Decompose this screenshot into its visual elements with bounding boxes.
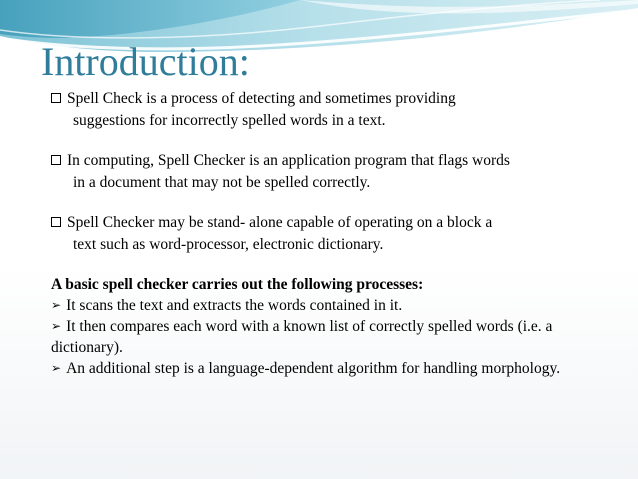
arrow-bullet-icon: ➢	[51, 361, 62, 375]
process-item	[51, 358, 621, 379]
checkbox-bullet-icon	[51, 155, 61, 165]
arrow-bullet-icon: ➢	[51, 319, 62, 333]
bullet-item	[51, 212, 611, 256]
bullet-text-line1: In computing, Spell Checker is an application program that flags words	[67, 152, 510, 169]
arrow-bullet-icon: ➢	[51, 298, 62, 312]
bullet-item	[51, 150, 611, 194]
processes-heading: A basic spell checker carries out the following processes:	[51, 276, 424, 293]
bullet-text-line1: Spell Checker may be stand- alone capable of operating on a block a	[67, 214, 493, 231]
bullet-text-line2: suggestions for incorrectly spelled words in a text.	[73, 112, 386, 129]
processes-section	[51, 274, 621, 379]
process-item-text: An additional step is a language-dependent algorithm for handling morphology.	[66, 360, 561, 377]
checkbox-bullet-icon	[51, 93, 61, 103]
bullet-text-line2: text such as word-processor, electronic dictionary.	[73, 236, 384, 253]
bullet-item	[51, 88, 611, 132]
bullet-text-line2: in a document that may not be spelled correctly.	[73, 174, 371, 191]
process-item-text: It scans the text and extracts the words contained in it.	[66, 297, 403, 314]
checkbox-bullet-icon	[51, 217, 61, 227]
process-item	[51, 295, 621, 316]
process-item	[51, 316, 621, 358]
bullet-text-line1: Spell Check is a process of detecting and sometimes providing	[67, 90, 456, 107]
slide-title: Introduction:	[41, 39, 250, 84]
process-item-text: It then compares each word with a known list of correctly spelled words (i.e. a dictionary).	[51, 318, 553, 356]
